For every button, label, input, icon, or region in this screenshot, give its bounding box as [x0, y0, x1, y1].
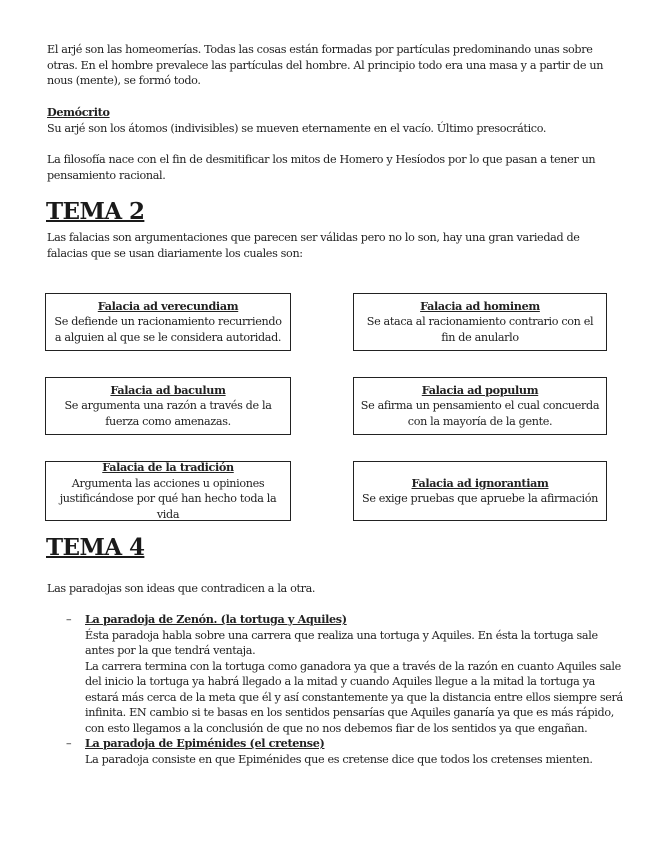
fallacy-text: Se exige pruebas que apruebe la afirmación [362, 492, 598, 505]
fallacy-box [45, 461, 291, 521]
fallacy-text: Se defiende un racionamiento recurriendo a alguien al que se le considera autoridad. [54, 315, 282, 344]
fallacy-box [45, 293, 291, 351]
tema2-heading: TEMA 2 [46, 198, 145, 225]
paradox-text: La carrera termina con la tortuga como ganadora ya que a través de la razón en cuanto Aquiles sale del inicio la tortuga ya habrá llegado a la mitad y cuando Aquiles llegue a la mitad la tortuga ya estará más cerca de la meta que él y así constantemente ya que la distancia entre ellos siempre será infinita. EN cambio si te basas en los sentidos pensarías que Aquiles ganaría ya que es más rápido, con esto llegamos a la conclusión de que no nos debemos fiar de los sentidos ya que engañan. [85, 659, 623, 735]
paradox-text: La paradoja consiste en que Epiménides que es cretense dice que todos los cretenses mienten. [85, 752, 593, 766]
fallacy-box [353, 377, 607, 435]
democrito-text: Su arjé son los átomos (indivisibles) se mueven eternamente en el vacío. Último presocrático. [47, 121, 547, 135]
fallacy-text: Se ataca al racionamiento contrario con el fin de anularlo [366, 315, 594, 344]
tema2-intro: Las falacias son argumentaciones que parecen ser válidas pero no lo son, hay una gran variedad de falacias que se usan diariamente los cuales son: [47, 231, 580, 260]
fallacy-text: Argumenta las acciones u opiniones justificándose por qué han hecho toda la vida [59, 476, 277, 521]
list-item [66, 612, 626, 736]
list-dash: – [66, 737, 72, 750]
fallacy-title: Falacia ad baculum [110, 382, 226, 397]
fallacy-text: Se afirma un pensamiento el cual concuerda con la mayoría de la gente. [360, 399, 600, 428]
fallacy-title: Falacia ad hominem [420, 298, 540, 313]
fallacy-box [353, 461, 607, 521]
paradox-text: Ésta paradoja habla sobre una carrera que realiza una tortuga y Aquiles. En ésta la tortuga sale antes por la que tendrá ventaja. [85, 628, 598, 657]
list-item [66, 736, 626, 767]
fallacy-title: Falacia ad ignorantiam [411, 475, 549, 490]
democrito-section [47, 105, 622, 136]
democrito-heading: Demócrito [47, 105, 110, 119]
tema4-heading: TEMA 4 [46, 534, 145, 561]
paradox-title: La paradoja de Zenón. (la tortuga y Aquiles) [85, 612, 347, 626]
intro-paragraph: El arjé son las homeomerías. Todas las cosas están formadas por partículas predominando unas sobre otras. En el hombre prevalece las partículas del hombre. Al principio todo era una masa y a partir de un nous (mente), se formó todo. [47, 43, 604, 87]
tema4-intro: Las paradojas son ideas que contradicen a la otra. [47, 582, 316, 595]
fallacy-title: Falacia ad verecundiam [97, 298, 239, 313]
fallacy-title: Falacia ad populum [421, 382, 539, 397]
fallacy-box [45, 377, 291, 435]
paradox-title: La paradoja de Epiménides (el cretense) [85, 736, 325, 750]
list-dash: – [66, 613, 72, 626]
paradox-list [66, 612, 626, 767]
philosophy-paragraph: La filosofía nace con el fin de desmitificar los mitos de Homero y Hesíodos por lo que pasan a tener un pensamiento racional. [47, 153, 596, 182]
fallacy-box [353, 293, 607, 351]
fallacy-text: Se argumenta una razón a través de la fuerza como amenazas. [64, 399, 272, 428]
fallacy-title: Falacia de la tradición [102, 460, 234, 474]
